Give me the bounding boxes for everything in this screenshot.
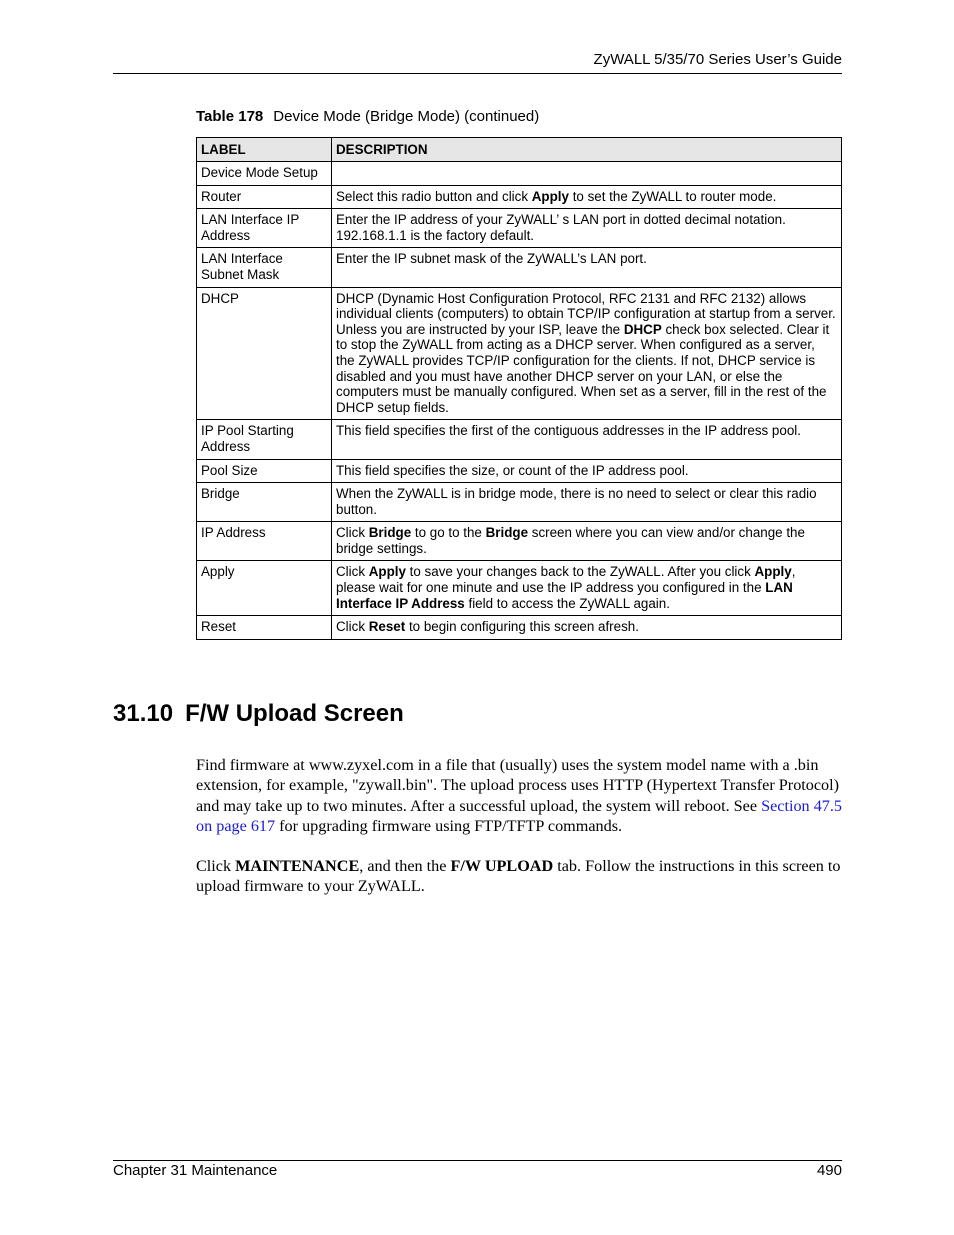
row-description: DHCP (Dynamic Host Configuration Protocol, RFC 2131 and RFC 2132) allows individual clients (computers) to obtain TCP/IP configuration at startup from a server. Unless you are instructed by your ISP, leave the DHCP check box selected. Clear it to stop the ZyWALL from acting as a DHCP server. When configured as a server, the ZyWALL provides TCP/IP configuration for the clients. If not, DHCP service is disabled and you must have another DHCP server on your LAN, or else the computers must be manually configured. When set as a server, fill in the rest of the DHCP setup fields. [332, 287, 842, 420]
table-row [197, 287, 842, 420]
row-description: Click Reset to begin configuring this screen afresh. [332, 616, 842, 640]
row-description: Enter the IP subnet mask of the ZyWALL’s LAN port. [332, 248, 842, 287]
instructions-text-start: Click [196, 857, 236, 875]
row-label: IP Address [197, 522, 332, 561]
table-row [197, 483, 842, 522]
firmware-paragraph-text-end: for upgrading firmware using FTP/TFTP commands. [275, 817, 623, 836]
section-cross-reference-link[interactable]: Section 47.5 on page 617 [196, 796, 843, 836]
device-mode-table [196, 137, 842, 640]
header-rule [113, 73, 842, 74]
row-label: Device Mode Setup [197, 162, 332, 186]
table-row [197, 561, 842, 616]
section-title: F/W Upload Screen [185, 700, 404, 727]
row-description: Click Apply to save your changes back to the ZyWALL. After you click Apply, please wait for one minute and use the IP address you configured in the LAN Interface IP Address field to access the ZyWALL again. [332, 561, 842, 616]
instructions-paragraph [196, 856, 846, 897]
instructions-text-mid: , and then the [359, 857, 451, 875]
row-description: This field specifies the size, or count of the IP address pool. [332, 459, 842, 483]
row-description: When the ZyWALL is in bridge mode, there is no need to select or clear this radio button. [332, 483, 842, 522]
row-description: This field specifies the first of the contiguous addresses in the IP address pool. [332, 420, 842, 459]
row-label: Router [197, 185, 332, 209]
table-row [197, 616, 842, 640]
row-label: Bridge [197, 483, 332, 522]
firmware-paragraph-text: Find firmware at www.zyxel.com in a file that (usually) uses the system model name with a .bin extension, for example, "zywall.bin". The upload process uses HTTP (Hypertext Transfer Protocol) and may take up to two minutes. After a successful upload, the system will reboot. See [196, 756, 840, 815]
table-body [197, 162, 842, 640]
row-label: Reset [197, 616, 332, 640]
table-header-row [197, 138, 842, 162]
row-description: Select this radio button and click Apply to set the ZyWALL to router mode. [332, 185, 842, 209]
table-caption-text: Device Mode (Bridge Mode) (continued) [273, 108, 540, 125]
instructions-text-end: tab. Follow the instructions in this screen to upload firmware to your ZyWALL. [196, 857, 841, 896]
footer-page-number: 490 [816, 1162, 842, 1179]
footer-rule [113, 1160, 842, 1161]
row-label: DHCP [197, 287, 332, 420]
table-row [197, 248, 842, 287]
table-row [197, 185, 842, 209]
row-label: IP Pool Starting Address [197, 420, 332, 459]
column-header-label: LABEL [197, 138, 332, 162]
row-label: Pool Size [197, 459, 332, 483]
footer-chapter: Chapter 31 Maintenance [113, 1162, 278, 1179]
table-row [197, 162, 842, 186]
section-heading [113, 700, 404, 728]
firmware-paragraph [196, 755, 846, 837]
table-row [197, 522, 842, 561]
row-label: LAN Interface Subnet Mask [197, 248, 332, 287]
section-number: 31.10 [113, 700, 174, 727]
row-description [332, 162, 842, 186]
row-label: LAN Interface IP Address [197, 209, 332, 248]
row-description: Click Bridge to go to the Bridge screen where you can view and/or change the bridge settings. [332, 522, 842, 561]
table-caption-number: Table 178 [196, 108, 264, 125]
fw-upload-term: F/W UPLOAD [450, 857, 554, 875]
column-header-description: DESCRIPTION [332, 138, 842, 162]
row-label: Apply [197, 561, 332, 616]
row-description: Enter the IP address of your ZyWALL’ s LAN port in dotted decimal notation. 192.168.1.1 is the factory default. [332, 209, 842, 248]
table-row [197, 459, 842, 483]
table-caption [196, 108, 539, 125]
maintenance-term: MAINTENANCE [235, 857, 360, 875]
table-row [197, 420, 842, 459]
table-row [197, 209, 842, 248]
running-header-title: ZyWALL 5/35/70 Series User’s Guide [593, 51, 842, 68]
